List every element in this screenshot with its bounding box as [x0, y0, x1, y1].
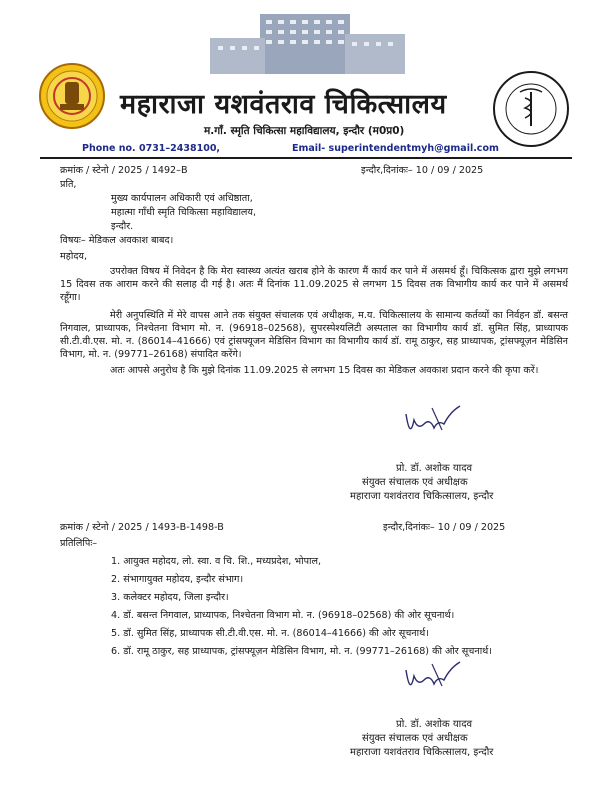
hospital-subtitle: म.गाँ. स्मृति चिकित्सा महाविद्यालय, इन्दौर (म0प्र0) [204, 125, 405, 137]
recipient-line-2: महात्मा गाँधी स्मृति चिकित्सा महाविद्यालय, [111, 207, 257, 218]
copy-signatory-name: प्रो. डॉ. अशोक यादव [396, 719, 473, 730]
body-paragraph-1: उपरोक्त विषय में निवेदन है कि मेरा स्वास्थ्य अत्यंत खराब होने के कारण मैं कार्य कर पाने में असमर्थ हूँ। चिकित्सक द्वारा मुझे लगभग 15 दिवस तक आराम करने की सलाह दी गई है। अतः मैं दिनांक 11.09.2025 से लगभग 15 दिवस तक विभागीय कार्य कर पाने में असमर्थ रहूँगा। [60, 266, 568, 303]
state-emblem-logo [38, 62, 106, 130]
hospital-building-image [190, 4, 420, 76]
copy-recipient-3: 3. कलेक्टर महोदय, जिला इन्दौर। [111, 592, 229, 603]
copy-signatory-designation: संयुक्त संचालक एवं अधीक्षक [362, 733, 468, 744]
copy-signature-scribble [402, 656, 464, 698]
medical-college-seal [492, 70, 570, 148]
salutation: महोदय, [60, 251, 88, 262]
copy-recipient-2: 2. संभागायुक्त महोदय, इन्दौर संभाग। [111, 574, 244, 585]
copy-recipient-5: 5. डॉ. सुमित सिंह, प्राध्यापक सी.टी.वी.एस. मो. न. (86014–41666) की ओर सूचनार्थ। [111, 628, 429, 639]
phone-number: Phone no. 0731–2438100, [82, 143, 221, 154]
copy-recipient-6: 6. डॉ. रामू ठाकुर, सह प्राध्यापक, ट्रांसफ्यूज़न मेडिसिन विभाग, मो. न. (99771–26168) की ओर सूचनार्थ। [111, 646, 492, 657]
letterhead-divider [40, 157, 572, 159]
reference-number: क्रमांक / स्टेनो / 2025 / 1492–B [60, 165, 188, 176]
hospital-title: महाराजा यशवंतराव चिकित्सालय [120, 89, 447, 120]
recipient-label: प्रति, [60, 179, 77, 190]
signatory-designation: संयुक्त संचालक एवं अधीक्षक [362, 477, 468, 488]
copy-reference-number: क्रमांक / स्टेनो / 2025 / 1493-B-1498-B [60, 522, 224, 533]
signatory-name: प्रो. डॉ. अशोक यादव [396, 463, 473, 474]
letter-date: इन्दौर,दिनांकः– 10 / 09 / 2025 [361, 165, 484, 176]
recipient-line-1: मुख्य कार्यपालन अधिकारी एवं अधिष्ठाता, [111, 193, 253, 204]
copy-date: इन्दौर,दिनांकः– 10 / 09 / 2025 [383, 522, 506, 533]
subject-line: विषयः– मेडिकल अवकाश बाबद। [60, 235, 174, 246]
copy-recipient-4: 4. डॉ. बसन्त निगवाल, प्राध्यापक, निश्चेतना विभाग मो. न. (96918–02568) की ओर सूचनार्थ। [111, 610, 455, 621]
copy-label: प्रतिलिपिः– [60, 538, 98, 549]
recipient-line-3: इन्दौर. [111, 221, 134, 232]
email-address: Email- superintendentmyh@gmail.com [292, 143, 499, 154]
copy-signatory-office: महाराजा यशवंतराव चिकित्सालय, इन्दौर [350, 747, 494, 758]
copy-recipient-1: 1. आयुक्त महोदय, लो. स्वा. व चि. शि., मध्यप्रदेश, भोपाल, [111, 556, 322, 567]
body-paragraph-2: मेरी अनुपस्थिति में मेरे वापस आने तक संयुक्त संचालक एवं अधीक्षक, म.य. चिकित्सालय के सामान्य कर्तव्यों का निर्वहन डॉ. बसन्त निगवाल, प्राध्यापक, निश्चेतना विभाग मो. न. (96918–02568), सुपरस्पेश्यलिटी अस्पताल का विभागीय कार्य डॉ. सुमित सिंह, प्राध्यापक सी.टी.वी.एस. मो. न. (86014–41666) एवं ट्रांसफ्यूजन मेडिसिन विभाग का विभागीय कार्य डॉ. रामू ठाकुर, सह प्राध्यापक, ट्रांसफ्यूज़न मेडिसिन विभाग, मो. न. (99771–26168) संपादित करेंगे। [60, 310, 568, 360]
body-paragraph-3: अतः आपसे अनुरोध है कि मुझे दिनांक 11.09.2025 से लगभग 15 दिवस का मेडिकल अवकाश प्रदान करने की कृपा करें। [110, 365, 539, 376]
signature-scribble [402, 400, 464, 442]
signatory-office: महाराजा यशवंतराव चिकित्सालय, इन्दौर [350, 491, 494, 502]
